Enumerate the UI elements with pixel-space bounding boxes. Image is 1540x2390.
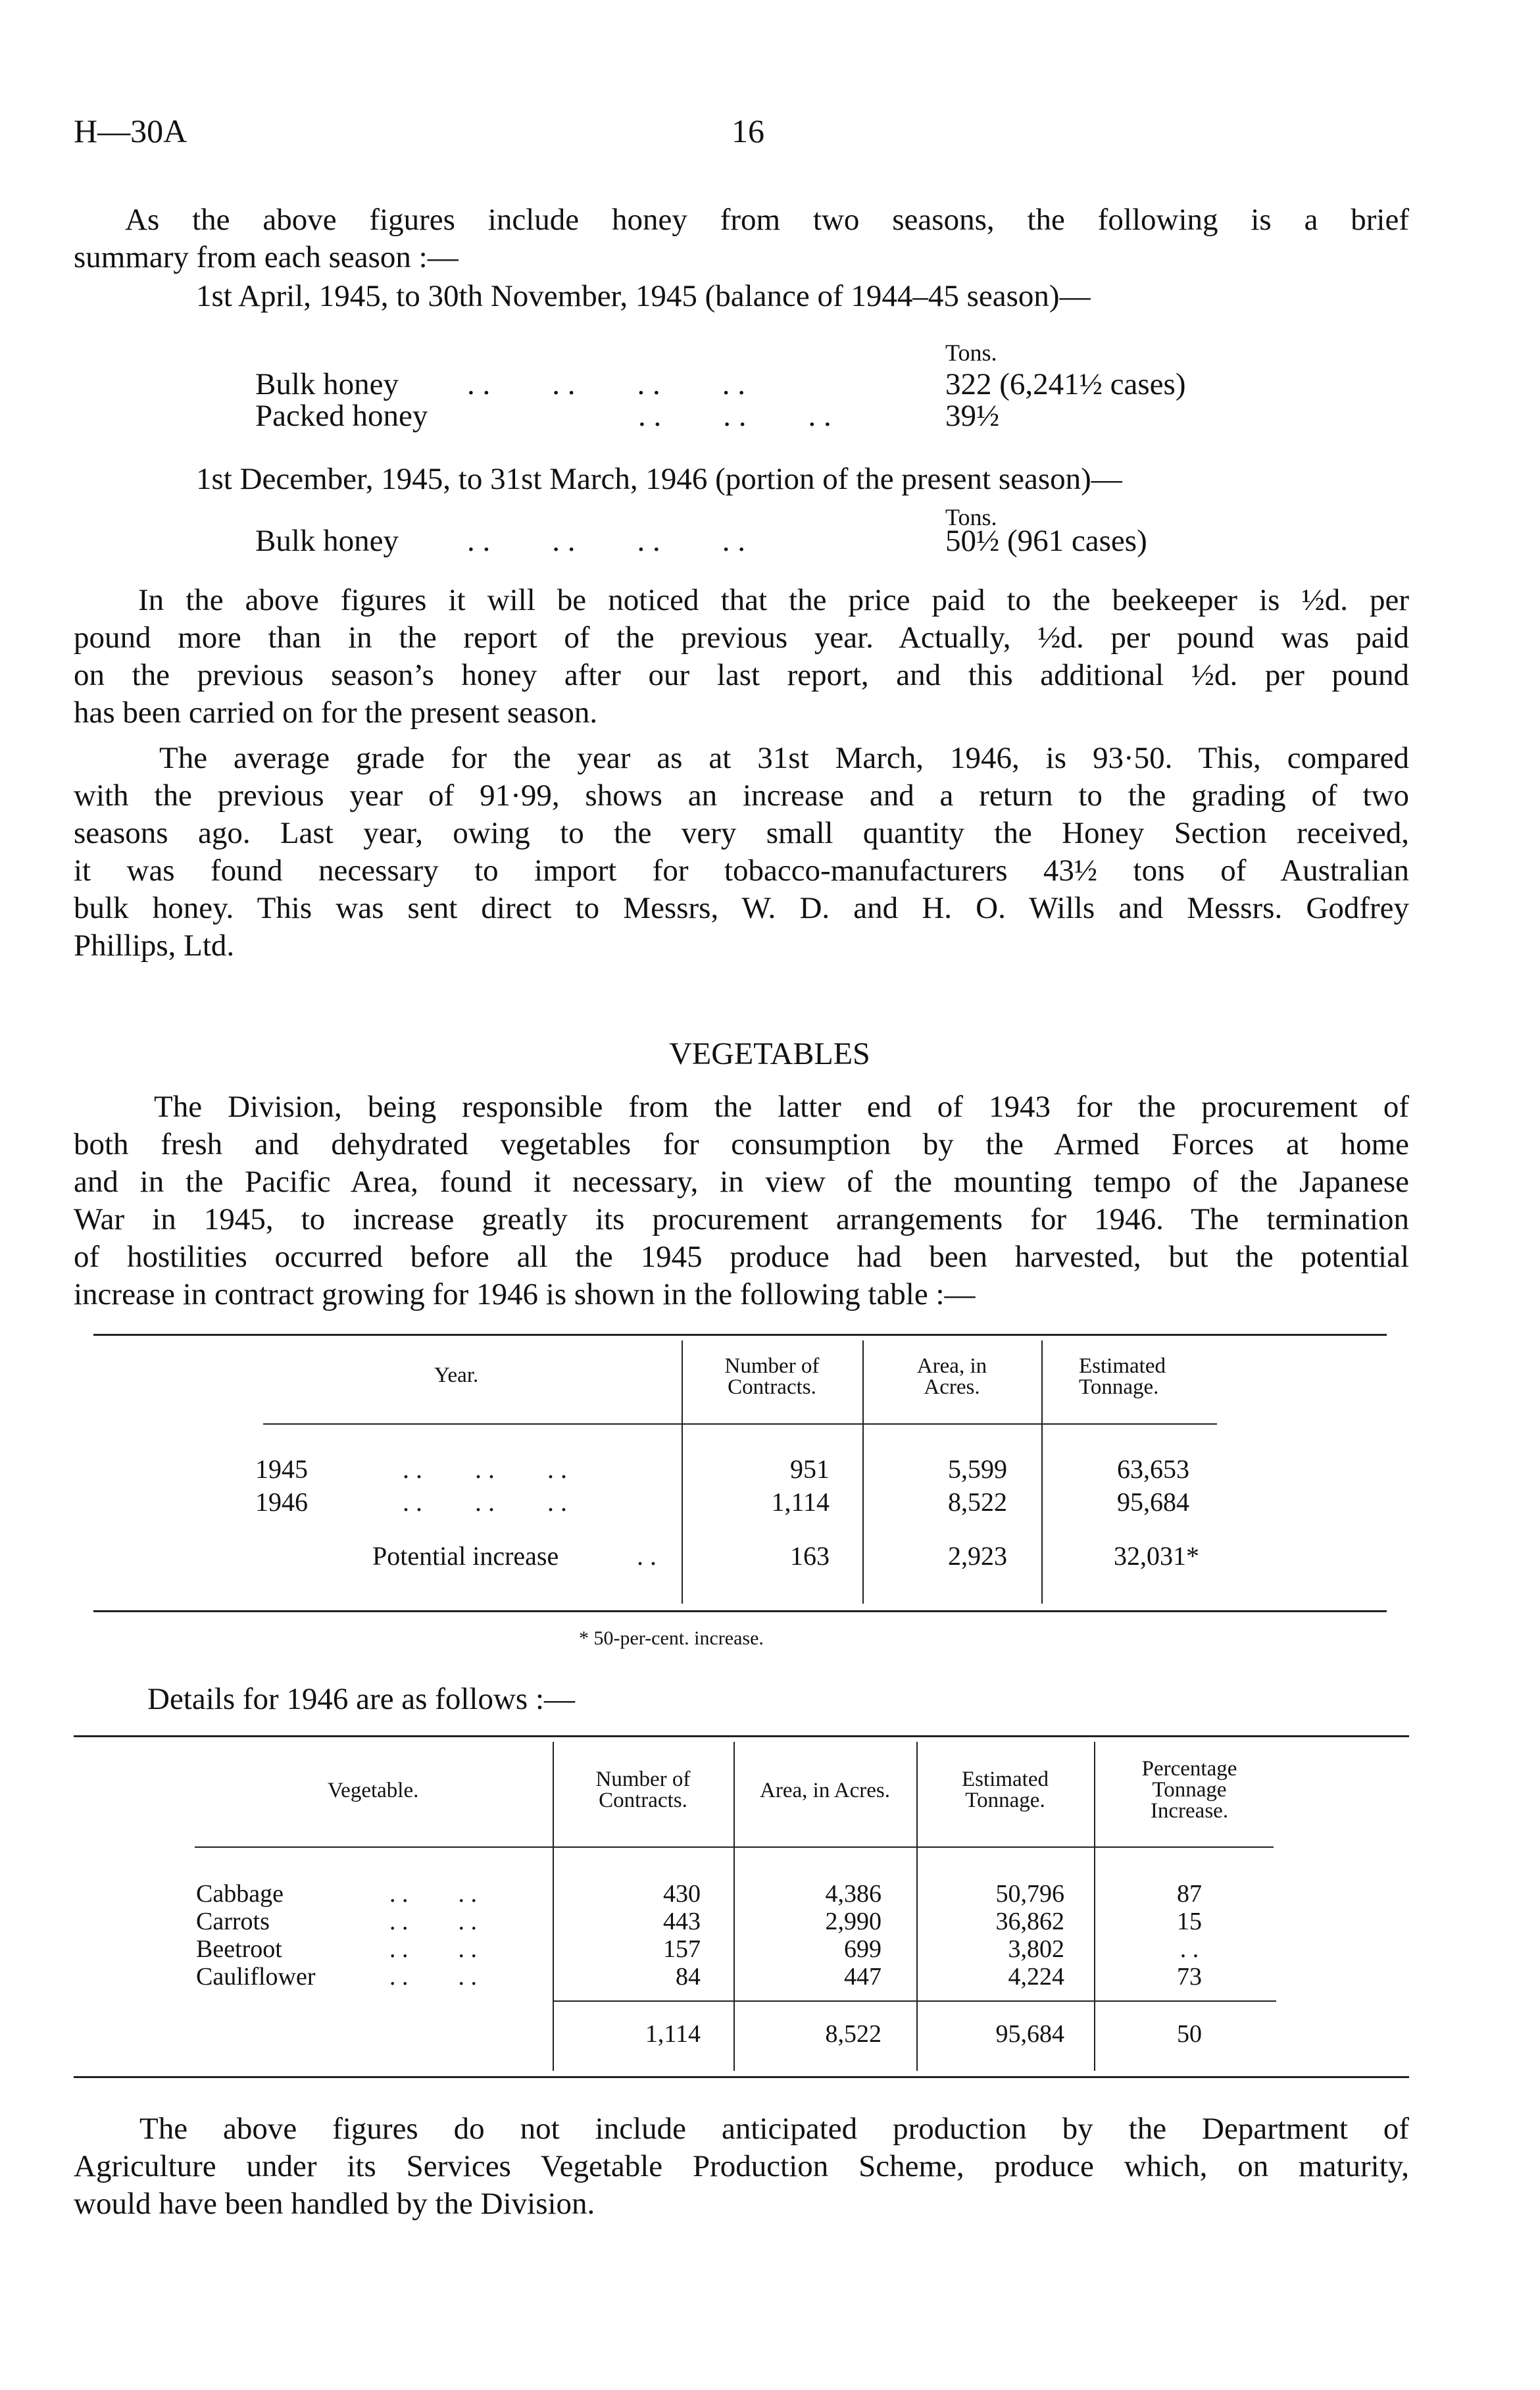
grade-line: bulk honey. This was sent direct to Messrs, W. D. and H. O. Wills and Messrs. Godfrey: [74, 891, 1409, 925]
col-header-tonnage: Estimated: [1079, 1354, 1166, 1378]
document-code: H—30A: [74, 113, 187, 149]
table-cell-contracts: 1,114: [771, 1487, 830, 1517]
vegetables-line: The Division, being responsible from the latter end of 1943 for the procurement of: [154, 1090, 1409, 1124]
table-rule: [553, 2000, 1276, 2002]
price-line: In the above figures it will be noticed that the price paid to the beekeeper is ½d. per: [138, 583, 1409, 617]
section-title: VEGETABLES: [669, 1036, 870, 1071]
table-cell-area: 5,599: [948, 1454, 1007, 1484]
vegetable-area: 4,386: [825, 1880, 882, 1908]
vegetable-contracts: 84: [676, 1963, 701, 1991]
dot-leader: . . . . . . . .: [467, 367, 745, 401]
price-line: has been carried on for the present season.: [74, 696, 598, 730]
intro-line: summary from each season :—: [74, 240, 459, 274]
vegetable-tonnage: 4,224: [1008, 1963, 1064, 1991]
table-rule: [93, 1334, 1387, 1336]
dot-leader: . . . .: [389, 1935, 477, 1963]
price-line: pound more than in the report of the previous year. Actually, ½d. per pound was paid: [74, 621, 1409, 655]
table-row-year: 1946: [255, 1487, 308, 1517]
table-cell-tonnage: 63,653: [1117, 1454, 1189, 1484]
vegetable-tonnage: 3,802: [1008, 1935, 1064, 1963]
price-paragraph: [74, 582, 1409, 732]
season2-row-value: 50½ (961 cases): [945, 524, 1147, 558]
dot-leader: . .: [637, 1541, 657, 1571]
table-rule: [93, 1610, 1387, 1612]
vegetable-pct: 87: [1177, 1880, 1202, 1908]
details-intro: Details for 1946 are as follows :—: [147, 1682, 576, 1716]
table-cell-tonnage: 95,684: [1117, 1487, 1189, 1517]
table-rule: [74, 1735, 1409, 1737]
dot-leader: . . . .: [389, 1880, 477, 1908]
vegetable-area: 447: [844, 1963, 882, 1991]
table-cell-area: 8,522: [948, 1487, 1007, 1517]
vegetables-line: both fresh and dehydrated vegetables for consumption by the Armed Forces at home: [74, 1127, 1409, 1161]
table-total-contracts: 1,114: [645, 2020, 701, 2048]
vegetable-contracts: 157: [663, 1935, 701, 1963]
grade-paragraph: [74, 740, 1409, 965]
closing-line: would have been handled by the Division.: [74, 2187, 595, 2221]
vegetable-area: 699: [844, 1935, 882, 1963]
vegetable-contracts: 443: [663, 1908, 701, 1935]
vegetables-line: increase in contract growing for 1946 is shown in the following table :—: [74, 1277, 976, 1311]
season1-row-label: Packed honey: [255, 399, 428, 433]
season2-row-label: Bulk honey: [255, 524, 399, 558]
closing-paragraph: [74, 2110, 1409, 2223]
table-footnote: * 50-per-cent. increase.: [579, 1627, 764, 1649]
col-header-contracts: Number of: [724, 1354, 820, 1378]
vegetable-pct: . .: [1180, 1935, 1199, 1963]
table-total-area: 2,923: [948, 1541, 1007, 1571]
vegetable-contracts: 430: [663, 1880, 701, 1908]
table-total-label: Potential increase: [372, 1541, 559, 1571]
table-cell-contracts: 951: [790, 1454, 830, 1484]
col-header-area: Area, in: [916, 1354, 987, 1378]
col-header-tonnage: Estimated: [962, 1767, 1049, 1791]
grade-line: The average grade for the year as at 31st March, 1946, is 93·50. This, compared: [159, 741, 1409, 775]
grade-line: it was found necessary to import for tobacco-manufacturers 43½ tons of Australian: [74, 853, 1409, 888]
vegetables-paragraph: [74, 1088, 1409, 1313]
vegetables-line: War in 1945, to increase greatly its procurement arrangements for 1946. The termination: [74, 1202, 1409, 1236]
table-rule: [263, 1423, 1217, 1425]
season2-heading: 1st December, 1945, to 31st March, 1946 (portion of the present season)—: [196, 462, 1122, 496]
grade-line: Phillips, Ltd.: [74, 928, 235, 963]
vegetables-line: of hostilities occurred before all the 1945 produce had been harvested, but the potential: [74, 1240, 1409, 1274]
season1-unit: Tons.: [945, 340, 997, 366]
season1-heading: 1st April, 1945, to 30th November, 1945 (balance of 1944–45 season)—: [196, 279, 1091, 313]
table-total-contracts: 163: [790, 1541, 830, 1571]
col-header-tonnage: Tonnage.: [965, 1789, 1045, 1812]
table-total-tonnage: 95,684: [995, 2020, 1064, 2048]
vegetable-name: Cauliflower: [196, 1963, 316, 1991]
col-header-pct: Tonnage: [1152, 1778, 1227, 1802]
grade-line: seasons ago. Last year, owing to the very small quantity the Honey Section received,: [74, 816, 1409, 850]
season1-row-label: Bulk honey: [255, 367, 399, 401]
col-header-vegetable: Vegetable.: [328, 1779, 419, 1802]
dot-leader: . . . .: [389, 1963, 477, 1991]
col-header-contracts: Contracts.: [728, 1375, 816, 1399]
dot-leader: . . . . . . . .: [467, 524, 745, 558]
page-number: 16: [732, 113, 764, 149]
col-header-tonnage: Tonnage.: [1079, 1375, 1159, 1399]
col-header-year: Year.: [434, 1363, 479, 1387]
closing-line: The above figures do not include anticipated production by the Department of: [139, 2112, 1409, 2146]
price-line: on the previous season’s honey after our last report, and this additional ½d. per pound: [74, 658, 1409, 692]
vegetable-pct: 15: [1177, 1908, 1202, 1935]
col-header-area: Area, in Acres.: [760, 1779, 890, 1802]
season1-row-value: 39½: [945, 399, 1000, 433]
vegetable-tonnage: 36,862: [995, 1908, 1064, 1935]
dot-leader: . . . .: [389, 1908, 477, 1935]
dot-leader: . . . . . .: [403, 1454, 567, 1484]
table-row-year: 1945: [255, 1454, 308, 1484]
grade-line: with the previous year of 91·99, shows an increase and a return to the grading of two: [74, 778, 1409, 813]
intro-line: As the above figures include honey from two seasons, the following is a brief: [125, 203, 1409, 237]
table-total-pct: 50: [1177, 2020, 1202, 2048]
col-header-pct: Percentage: [1141, 1757, 1237, 1781]
vegetable-name: Carrots: [196, 1908, 270, 1935]
table-total-tonnage: 32,031*: [1114, 1541, 1199, 1571]
vegetable-name: Beetroot: [196, 1935, 282, 1963]
dot-leader: . . . . . .: [638, 399, 832, 433]
table-total-area: 8,522: [825, 2020, 882, 2048]
vegetable-area: 2,990: [825, 1908, 882, 1935]
vegetable-name: Cabbage: [196, 1880, 284, 1908]
col-header-pct: Increase.: [1150, 1799, 1229, 1823]
vegetable-pct: 73: [1177, 1963, 1202, 1991]
vegetable-tonnage: 50,796: [995, 1880, 1064, 1908]
dot-leader: . . . . . .: [403, 1487, 567, 1517]
vegetables-line: and in the Pacific Area, found it necessary, in view of the mounting tempo of the Japanese: [74, 1165, 1409, 1199]
col-header-contracts: Number of: [595, 1767, 691, 1791]
intro-paragraph: [74, 201, 1409, 276]
col-header-contracts: Contracts.: [599, 1789, 687, 1812]
season1-row-value: 322 (6,241½ cases): [945, 367, 1186, 401]
season2-unit: Tons.: [945, 504, 997, 530]
table-rule: [74, 2076, 1409, 2078]
closing-line: Agriculture under its Services Vegetable Production Scheme, produce which, on maturity,: [74, 2149, 1409, 2183]
col-header-area: Acres.: [924, 1375, 980, 1399]
